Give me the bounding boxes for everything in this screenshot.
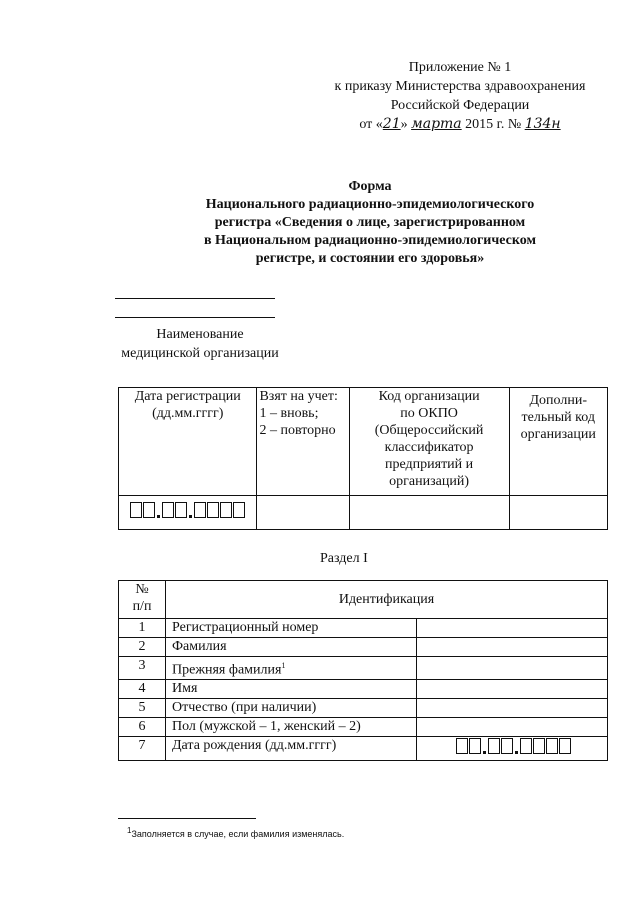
appendix-order-number: 134н: [524, 116, 561, 132]
row-value-name[interactable]: [417, 679, 608, 698]
birth-date-boxes[interactable]: [456, 738, 571, 754]
registration-status-input[interactable]: [257, 496, 349, 530]
appendix-month: марта: [411, 116, 462, 132]
registration-date-input[interactable]: [119, 496, 257, 530]
additional-code-input[interactable]: [509, 496, 608, 530]
header-identification: Идентификация: [166, 581, 608, 619]
row-value-surname[interactable]: [417, 638, 608, 657]
date-boxes[interactable]: [130, 502, 245, 518]
row-label-surname: Фамилия: [166, 638, 417, 657]
footnote-ref: 1: [281, 661, 286, 670]
row-number: 3: [119, 657, 166, 680]
okpo-code-header: Код организации по ОКПО (Общероссийский классификатор предприятий и организаций): [349, 388, 509, 496]
appendix-header: [330, 58, 590, 134]
identification-table: [118, 580, 608, 761]
row-label-name: Имя: [166, 679, 417, 698]
appendix-number: Приложение № 1: [408, 60, 512, 75]
row-label-registration-number: Регистрационный номер: [166, 619, 417, 638]
header-number: № п/п: [119, 581, 166, 619]
org-name-line-1[interactable]: [115, 298, 275, 299]
row-value-patronymic[interactable]: [417, 698, 608, 717]
footnote-separator: [118, 818, 256, 819]
footnote: $^1$Заполняется в случае, если фамилия изменялась.: [127, 826, 345, 839]
registration-status-header: Взят на учет: 1 – вновь; 2 – повторно: [257, 388, 349, 496]
form-title: Форма Национального радиационно-эпидемиологического регистра «Сведения о лице, зарегистрированном в Национальном радиационно-эпидемиологическом регистре, и состоянии его здоровья»: [203, 179, 537, 266]
row-number: 5: [119, 698, 166, 717]
appendix-date: от «21» марта 2015 г. № 134н: [359, 116, 561, 132]
org-name-line-2[interactable]: [115, 317, 275, 318]
row-label-sex: Пол (мужской – 1, женский – 2): [166, 717, 417, 736]
row-number: 7: [119, 736, 166, 760]
row-label-previous-surname: Прежняя фамилия$^1$: [166, 657, 417, 680]
okpo-code-input[interactable]: [349, 496, 509, 530]
row-number: 4: [119, 679, 166, 698]
appendix-order: к приказу Министерства здравоохранения: [334, 79, 586, 94]
registration-table: [118, 387, 608, 530]
row-value-registration-number[interactable]: [417, 619, 608, 638]
appendix-day: 21: [382, 116, 401, 132]
org-name-caption: Наименование медицинской организации: [121, 327, 279, 361]
row-number: 2: [119, 638, 166, 657]
row-value-previous-surname[interactable]: [417, 657, 608, 680]
row-value-sex[interactable]: [417, 717, 608, 736]
row-value-birth-date[interactable]: [417, 736, 608, 760]
row-label-birth-date: Дата рождения (дд.мм.гггг): [166, 736, 417, 760]
row-number: 1: [119, 619, 166, 638]
row-label-patronymic: Отчество (при наличии): [166, 698, 417, 717]
additional-code-header: Дополни- тельный код организации: [509, 388, 608, 496]
row-number: 6: [119, 717, 166, 736]
registration-date-header: Дата регистрации (дд.мм.гггг): [119, 388, 257, 496]
section-title: Раздел I: [320, 551, 368, 566]
appendix-federation: Российской Федерации: [390, 98, 530, 113]
